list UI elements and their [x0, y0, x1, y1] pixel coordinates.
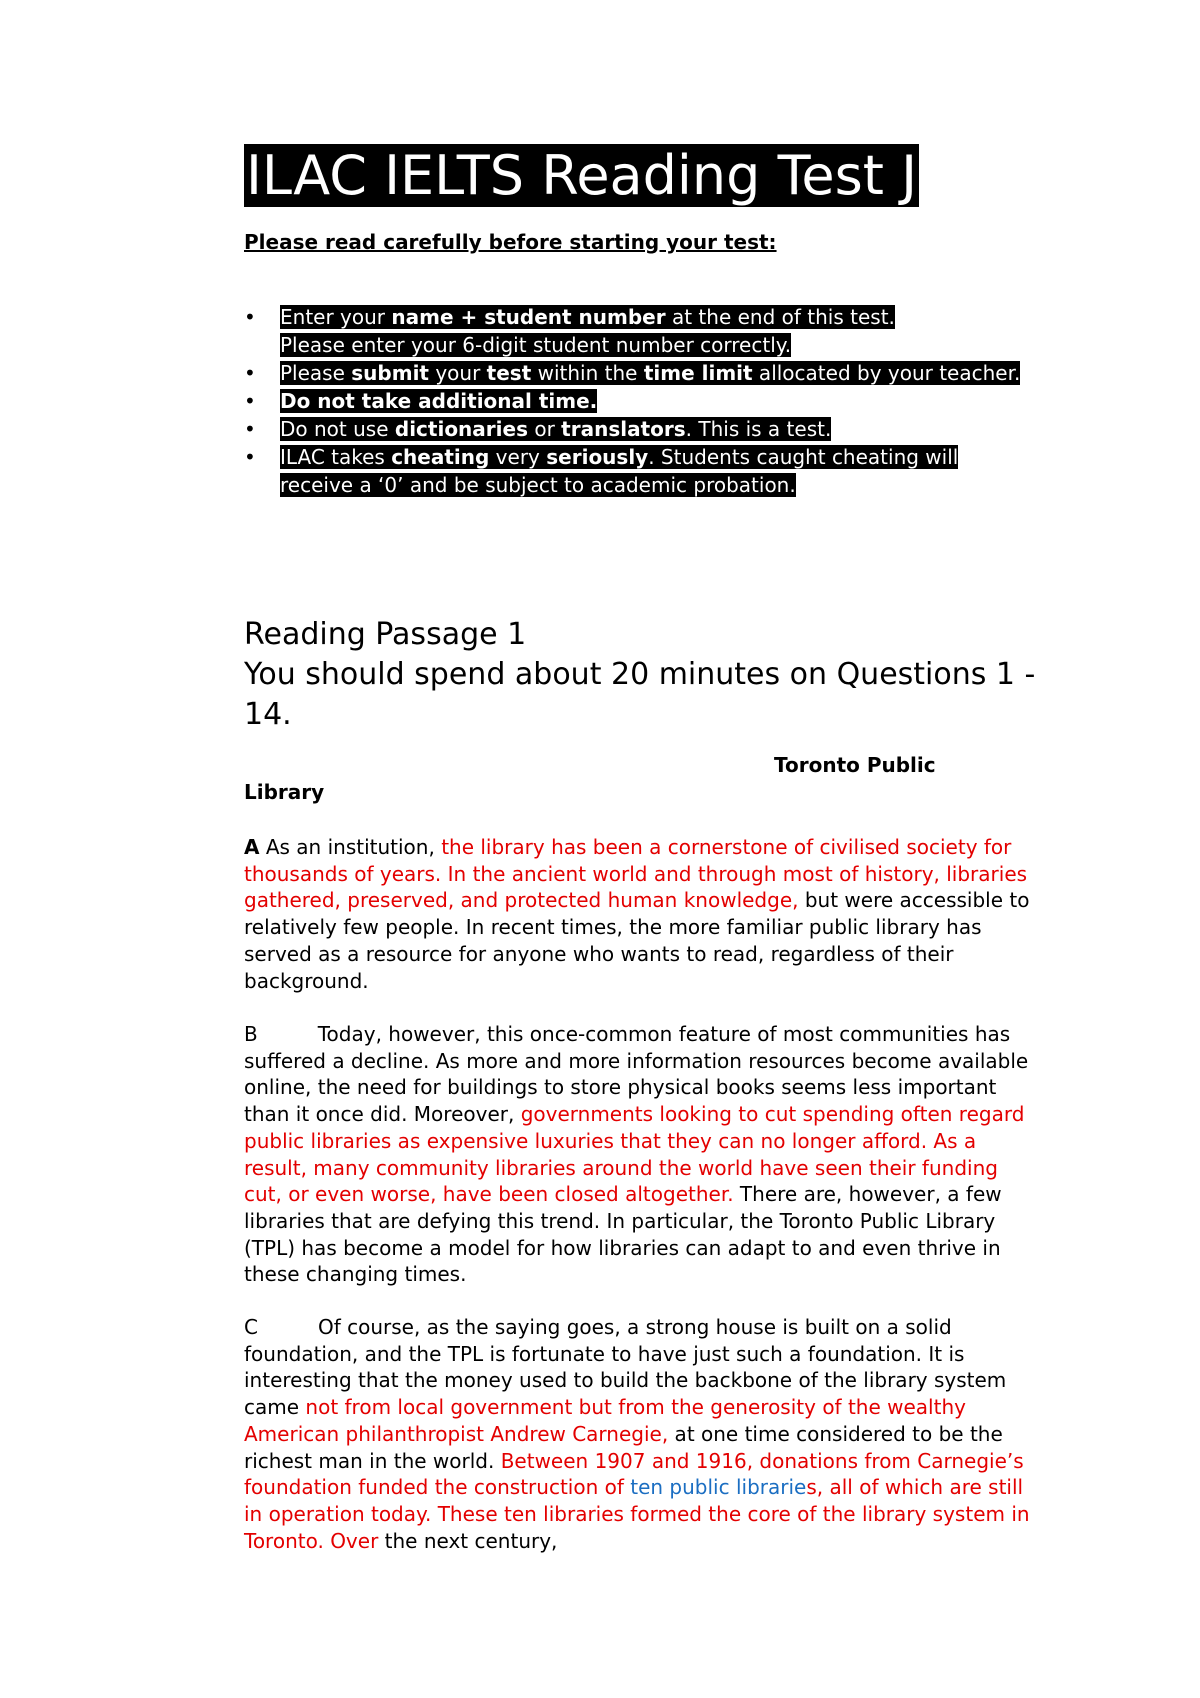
instruction-item: • Do not take additional time. — [244, 387, 1024, 415]
instruction-item: • ILAC takes cheating very seriously. Students caught cheating will receive a ‘0’ and be subject to academic probation. — [244, 443, 1024, 499]
instruction-item: • Do not use dictionaries or translators. This is a test. — [244, 415, 1024, 443]
paragraph-letter: C — [244, 1315, 258, 1339]
instructions-list — [244, 303, 1024, 499]
passage-title: Toronto Public Library — [244, 753, 936, 804]
passage-number: Reading Passage 1 — [244, 617, 527, 652]
paragraph-b: B Today, however, this once-common feature of most communities has suffered a decline. As more and more information resources become available online, the need for buildings to store physical books seems less important than it once did. Moreover, governments looking to cut spending often regard public libraries as expensive luxuries that they can no longer afford. As a result, many community libraries around the world have seen their funding cut, or even worse, have been closed altogether. There are, however, a few libraries that are defying this trend. In particular, the Toronto Public Library (TPL) has become a model for how libraries can adapt to and even thrive in these changing times. — [244, 1022, 1029, 1287]
paragraph-c: C Of course, as the saying goes, a strong house is built on a solid foundation, and the TPL is fortunate to have just such a foundation. It is interesting that the money used to build the backbone of the library system came not from local government but from the generosity of the wealthy American philanthropist Andrew Carnegie, at one time considered to be the richest man in the world. Between 1907 and 1916, donations from Carnegie’s foundation funded the construction of ten public libraries, all of which are still in operation today. These ten libraries formed the core of the library system in Toronto. Over the next century, — [244, 1315, 1030, 1553]
paragraph-a: A As an institution, the library has been a cornerstone of civilised society for thousands of years. In the ancient world and through most of history, libraries gathered, preserved, and protected human knowledge, but were accessible to relatively few people. In recent times, the more familiar public library has served as a resource for anyone who wants to read, regardless of their background. — [244, 835, 1030, 993]
instructions-heading: Please read carefully before starting your test: — [244, 230, 777, 254]
paragraph-letter: A — [244, 835, 260, 859]
paragraph-letter: B — [244, 1022, 258, 1046]
test-title: ILAC IELTS Reading Test J — [246, 144, 918, 207]
passage-heading — [244, 615, 1044, 735]
passage-time-instruction: You should spend about 20 minutes on Questions 1 - 14. — [244, 657, 1036, 732]
instruction-item: • Enter your name + student number at the end of this test. Please enter your 6-digit student number correctly. — [244, 303, 1024, 359]
instruction-item: • Please submit your test within the time limit allocated by your teacher. — [244, 359, 1024, 387]
